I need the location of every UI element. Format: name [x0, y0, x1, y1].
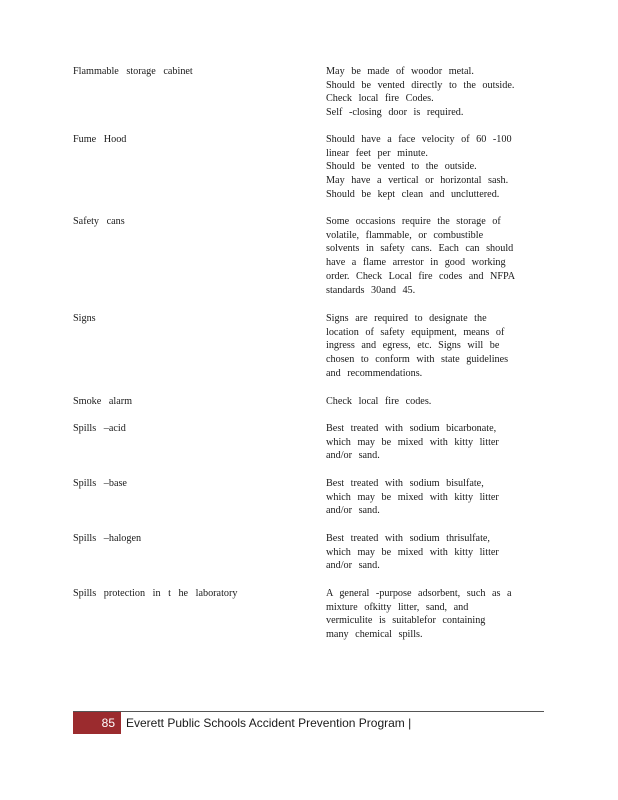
term-description	[326, 133, 538, 202]
description-line: Signs are required to designate the	[326, 313, 487, 324]
term-label: Flammable storage cabinet	[73, 66, 193, 77]
description-line: which may be mixed with kitty litter	[326, 436, 499, 448]
description-line: and/or sand.	[326, 450, 380, 462]
term-label: Spills protection in t he laboratory	[73, 588, 238, 599]
description-line: and/or sand.	[326, 505, 380, 517]
term-label: Spills –halogen	[73, 533, 142, 544]
term-description	[326, 395, 538, 409]
description-line: location of safety equipment, means of	[326, 326, 505, 338]
description-line: Should be kept clean and uncluttered.	[326, 188, 500, 200]
term-label: Signs	[73, 313, 96, 324]
footer-title: Everett Public Schools Accident Prevention Program |	[126, 716, 412, 730]
description-line: linear feet per minute.	[326, 147, 428, 159]
term-label: Spills –acid	[73, 423, 126, 434]
description-line: Should have a face velocity of 60 -100	[326, 134, 512, 145]
description-line: Best treated with sodium bicarbonate,	[326, 423, 497, 434]
description-line: Should be vented to the outside.	[326, 161, 477, 173]
description-line: chosen to conform with state guidelines	[326, 354, 509, 366]
description-line: and recommendations.	[326, 367, 423, 379]
term-label: Fume Hood	[73, 134, 127, 145]
term-description	[326, 587, 538, 642]
page-number: 85	[73, 712, 121, 734]
description-line: Best treated with sodium bisulfate,	[326, 478, 484, 489]
description-line: Check local fire codes.	[326, 396, 432, 407]
description-line: which may be mixed with kitty litter	[326, 491, 499, 503]
term-label: Safety cans	[73, 216, 125, 227]
term-description	[326, 422, 538, 463]
description-line: A general -purpose adsorbent, such as a	[326, 588, 512, 599]
term-label: Smoke alarm	[73, 396, 133, 407]
description-line: Check local fire Codes.	[326, 93, 434, 105]
description-line: volatile, flammable, or combustible	[326, 229, 484, 241]
description-line: have a flame arrestor in good working	[326, 257, 506, 269]
description-line: which may be mixed with kitty litter	[326, 546, 499, 558]
description-line: May have a vertical or horizontal sash.	[326, 175, 509, 187]
description-line: and/or sand.	[326, 560, 380, 572]
term-description	[326, 65, 538, 120]
description-line: solvents in safety cans. Each can should	[326, 243, 514, 255]
description-line: Self -closing door is required.	[326, 107, 464, 119]
description-line: May be made of woodor metal.	[326, 66, 474, 77]
description-line: standards 30and 45.	[326, 284, 416, 296]
description-line: ingress and egress, etc. Signs will be	[326, 340, 500, 352]
description-line: Best treated with sodium thrisulfate,	[326, 533, 490, 544]
description-line: Should be vented directly to the outside.	[326, 79, 515, 91]
description-line: vermiculite is suitablefor containing	[326, 615, 486, 627]
term-label: Spills –base	[73, 478, 127, 489]
term-description	[326, 477, 538, 518]
term-description	[326, 532, 538, 573]
term-description	[326, 215, 538, 297]
description-line: mixture ofkitty litter, sand, and	[326, 601, 469, 613]
term-description	[326, 312, 538, 381]
description-line: Some occasions require the storage of	[326, 216, 501, 227]
description-line: order. Check Local fire codes and NFPA	[326, 270, 516, 282]
description-line: many chemical spills.	[326, 629, 423, 641]
